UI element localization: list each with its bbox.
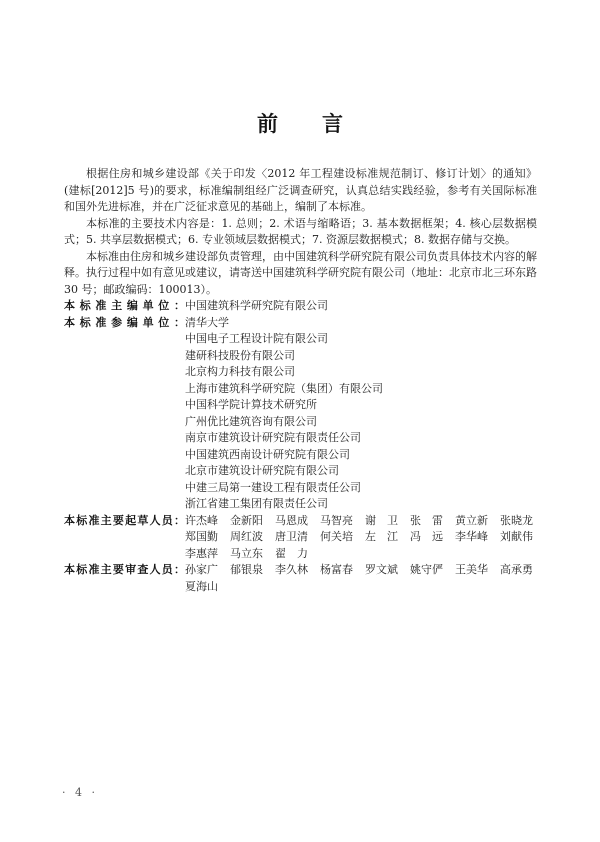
participating-org: 建研科技股份有限公司 [185,348,295,362]
drafter-name-row [185,513,537,530]
drafters-label: 本标准主要起草人员： [64,513,185,527]
participating-org: 南京市建筑设计研究院有限责任公司 [185,431,361,444]
person-name: 郁银泉 [230,563,263,576]
reviewers-label: 本标准主要审查人员： [64,563,185,576]
person-name: 马恩成 [275,513,308,527]
page-title-text: 前言 [256,112,388,136]
foreword-paragraph-1: 根据住房和城乡建设部《关于印发〈2012 年工程建设标准规范制订、修订计划〉的通知》(建标[2012]5 号)的要求，标准编制组经广泛调查研究，认真总结实践经验，参考有关国际标准和国外先进标准，并在广泛征求意见的基础上，编制了本标准。 [64,167,537,213]
participating-org: 广州优比建筑咨询有限公司 [185,414,317,428]
person-name: 马立东 [230,546,263,560]
person-name: 姚守俨 [410,563,443,576]
chief-editor-label: 本标准主编单位： [64,299,185,312]
person-name: 高承勇 [500,563,533,576]
participating-org: 中国建筑西南设计研究院有限公司 [185,447,350,461]
person-name: 唐卫清 [275,530,308,543]
person-name: 刘献伟 [500,530,533,543]
chief-editor-value: 中国建筑科学研究院有限公司 [185,299,328,312]
person-name: 李惠萍 [185,546,218,560]
foreword-paragraph-2: 本标准的主要技术内容是：1. 总则；2. 术语与缩略语；3. 基本数据框架；4. 核心层数据模式；5. 共享层数据模式；6. 专业领域层数据模式；7. 资源层数据模式；8. 数据存储与交换。 [64,216,537,246]
chief-editor-row [64,298,537,315]
participating-org: 清华大学 [185,315,229,329]
person-name: 张晓龙 [500,513,533,527]
person-name: 夏海山 [185,579,218,593]
person-name: 杨富春 [320,563,353,576]
person-name: 郑国勤 [185,530,218,543]
reviewer-name-row [185,562,537,579]
participating-org: 浙江省建工集团有限责任公司 [185,497,328,510]
person-name: 李华峰 [455,530,488,543]
page-number: · 4 · [62,786,98,799]
person-name: 周红波 [230,530,263,543]
person-name: 谢 卫 [365,513,398,527]
person-name: 李久林 [275,563,308,576]
participants-row [64,315,537,513]
person-name: 左 江 [365,530,398,543]
participants-list [185,315,537,513]
participating-org: 上海市建筑科学研究院（集团）有限公司 [185,381,383,395]
foreword-content [64,166,537,595]
page-title [0,0,600,136]
participating-org: 中国电子工程设计院有限公司 [185,332,328,345]
person-name: 罗文斌 [365,563,398,576]
person-name: 张 雷 [410,513,443,527]
person-name: 冯 远 [410,530,443,543]
reviewers-rows [185,562,537,595]
person-name: 孙家广 [185,563,218,576]
drafter-name-row [185,546,537,563]
participating-org: 北京构力科技有限公司 [185,365,295,378]
person-name: 金新阳 [230,513,263,527]
person-name: 马智亮 [320,513,353,527]
drafters-rows [185,513,537,563]
person-name: 翟 力 [275,546,308,560]
participating-org: 中建三局第一建设工程有限责任公司 [185,480,361,494]
participating-org: 中国科学院计算技术研究所 [185,398,317,411]
reviewer-name-row [185,579,537,596]
person-name: 许杰峰 [185,513,218,527]
participating-org: 北京市建筑设计研究院有限公司 [185,464,339,477]
person-name: 何关培 [320,530,353,543]
participants-label: 本标准参编单位： [64,315,185,329]
foreword-paragraph-3: 本标准由住房和城乡建设部负责管理，由中国建筑科学研究院有限公司负责具体技术内容的解释。执行过程中如有意见或建议，请寄送中国建筑科学研究院有限公司（地址：北京市北三环东路 30 号；邮政编码：100013）。 [64,249,537,296]
reviewers-row [64,562,537,595]
drafter-name-row [185,529,537,546]
drafters-row [64,513,537,563]
person-name: 王美华 [455,563,488,576]
person-name: 黄立新 [455,513,488,527]
